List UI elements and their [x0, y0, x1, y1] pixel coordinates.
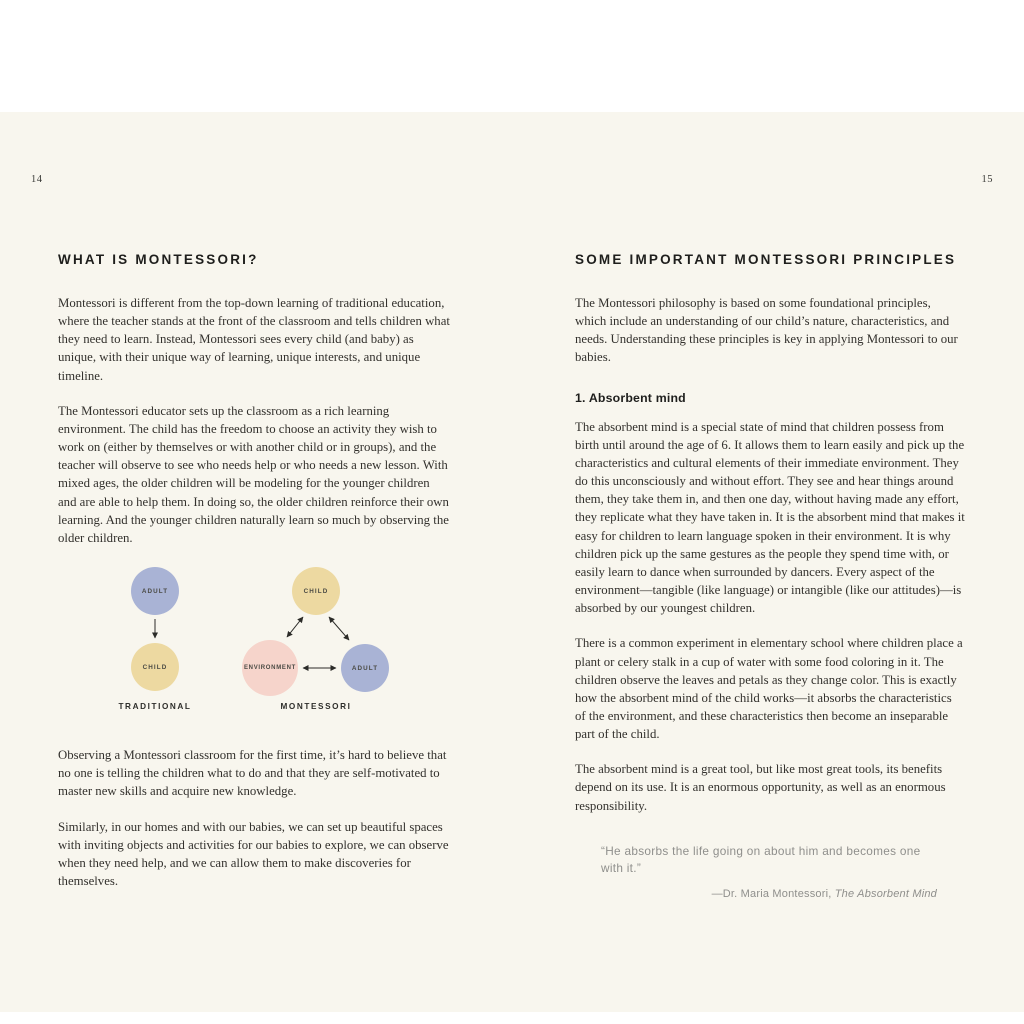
diagram-caption-traditional: TRADITIONAL — [118, 702, 192, 712]
paragraph: Observing a Montessori classroom for the first time, it’s hard to believe that no one is telling the children what to do and that they are self-motivated to master new skills and acquire new knowledge. — [58, 748, 447, 799]
section-title-absorbent-mind: 1. Absorbent mind — [575, 390, 686, 405]
paragraph: The Montessori philosophy is based on some foundational principles, which include an understanding of our child’s nature, characteristics, and needs. Understanding these principles is key in applying Montessori to our babies. — [575, 296, 958, 365]
paragraph: The Montessori educator sets up the classroom as a rich learning environment. The child has the freedom to choose an activity they wish to work on (either by themselves or with another child or in groups), and the teacher will observe to see who needs help or who needs a new lesson. With mixed ages, the older children will be modeling for the younger children and are able to help them. In doing so, the older children reinforce their own learning. And the younger children naturally learn so much by observing the older children. — [58, 403, 449, 545]
node-label: ADULT — [351, 664, 379, 672]
node-label: ENVIRONMENT — [243, 665, 297, 672]
book-spread — [0, 112, 1024, 1012]
diagram-node-adult-montessori — [341, 644, 389, 692]
montessori-comparison-diagram — [58, 564, 450, 726]
quote-attribution-name: —Dr. Maria Montessori, — [711, 888, 835, 901]
pull-quote — [601, 843, 937, 900]
diagram-node-child-montessori — [292, 567, 340, 615]
node-label: ADULT — [141, 587, 169, 595]
diagram-node-child-traditional — [131, 643, 179, 691]
diagram-node-adult-traditional — [131, 567, 179, 615]
paragraph: There is a common experiment in elementary school where children place a plant or celery stalk in a cup of water with some food coloring in it. The children observe the leaves and petals as they change color. This is exactly how the absorbent mind of the child works—it absorbs the characteristics of the environment, and these characteristics then become an inseparable part of the child. — [575, 636, 963, 742]
right-page — [575, 252, 965, 900]
page-number-left: 14 — [31, 174, 43, 185]
diagram-node-environment-montessori — [242, 640, 298, 696]
quote-attribution — [601, 888, 937, 900]
right-page-heading: SOME IMPORTANT MONTESSORI PRINCIPLES — [575, 252, 957, 267]
node-label: CHILD — [303, 587, 329, 595]
left-page-heading: WHAT IS MONTESSORI? — [58, 252, 259, 267]
paragraph: Montessori is different from the top-down learning of traditional education, where the teacher stands at the front of the classroom and tells children what they need to learn. Instead, Montessori sees every child (and baby) as unique, with their unique way of learning, unique interests, and unique timeline. — [58, 296, 450, 383]
quote-attribution-source: The Absorbent Mind — [834, 888, 937, 901]
page-number-right: 15 — [981, 174, 993, 185]
paragraph: The absorbent mind is a special state of mind that children possess from birth until around the age of 6. It allows them to learn easily and pick up the characteristics and cultural elements of their immediate environment. They do this unconsciously and without effort. They see and hear things around them, they take them in, and then one day, without having made any effort, they replicate what they have taken in. It is the absorbent mind that makes it easy for children to learn language spoken in their environment. It is why children pick up the same gestures as the people they spend time with, or easily learn to dance when surrounded by dancers. Every aspect of the environment—tangible (like language) or intangible (like our attitudes)—is absorbed by our youngest children. — [575, 419, 965, 616]
quote-text: “He absorbs the life going on about him and becomes one with it.” — [601, 843, 921, 876]
diagram-caption-montessori: MONTESSORI — [280, 702, 352, 712]
node-label: CHILD — [142, 663, 168, 671]
paragraph: Similarly, in our homes and with our babies, we can set up beautiful spaces with inviting objects and activities for our babies to explore, we can observe when they need help, and we can allow them to make discoveries for themselves. — [58, 819, 449, 888]
left-page — [58, 252, 450, 907]
paragraph: The absorbent mind is a great tool, but like most great tools, its benefits depend on its use. It is an enormous opportunity, as well as an enormous responsibility. — [575, 762, 946, 813]
